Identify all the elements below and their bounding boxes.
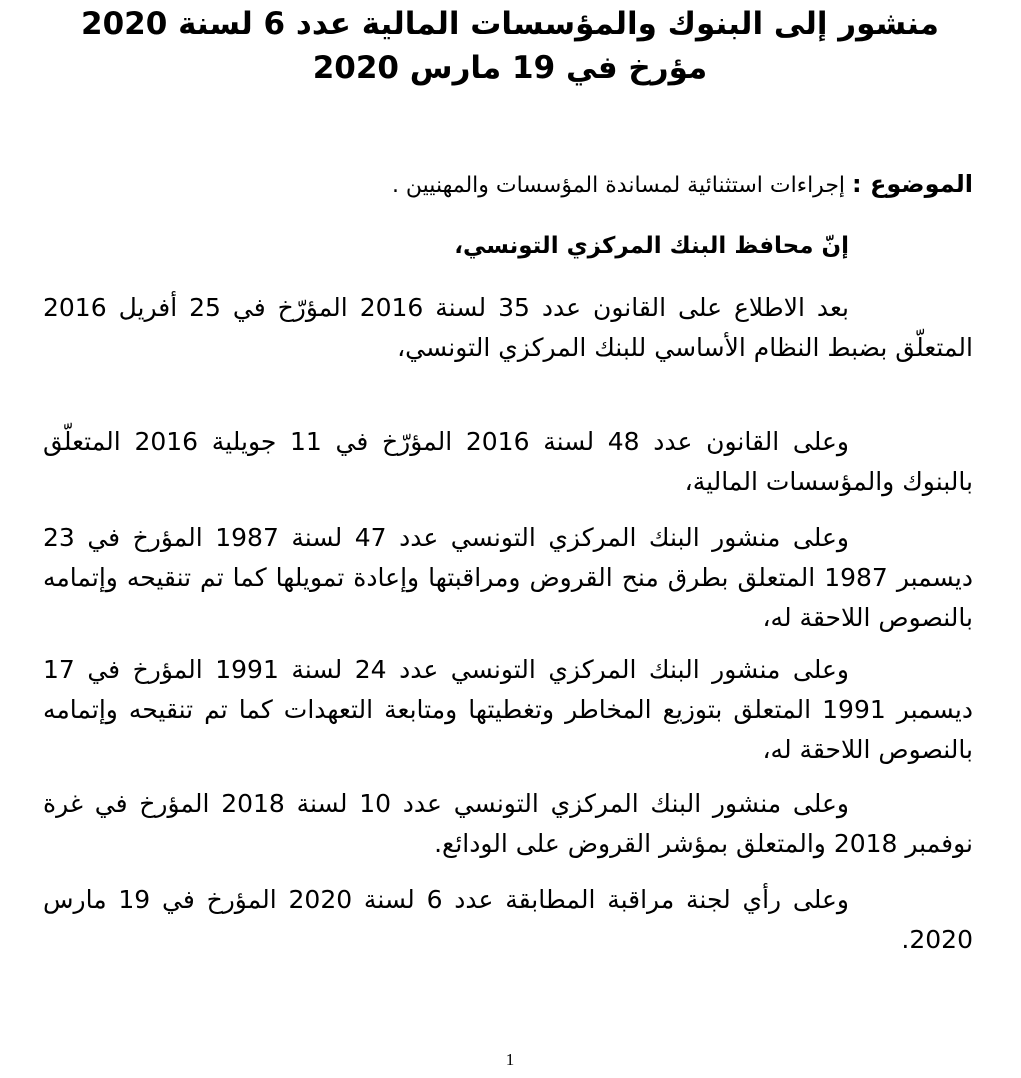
paragraph-circular-24-1991: وعلى منشور البنك المركزي التونسي عدد 24 لسنة 1991 المؤرخ في 17 ديسمبر 1991 المتعلق بتوزيع المخاطر وتغطيتها ومتابعة التعهدات كما تم تنقيحه وإتمامه بالنصوص اللاحقة له، (43, 655, 973, 764)
document-title-line-2: مؤرخ في 19 مارس 2020 (312, 50, 708, 86)
subject-line (43, 166, 973, 204)
governor-line: إنّ محافظ البنك المركزي التونسي، (454, 233, 849, 259)
paragraph-circular-47-1987: وعلى منشور البنك المركزي التونسي عدد 47 لسنة 1987 المؤرخ في 23 ديسمبر 1987 المتعلق بطرق منح القروض ومراقبتها وإعادة تمويلها كما تم تنقيحه وإتمامه بالنصوص اللاحقة له، (43, 523, 974, 632)
subject-text: إجراءات استثنائية لمساندة المؤسسات والمهنيين . (391, 173, 853, 198)
paragraph-circular-10-2018: وعلى منشور البنك المركزي التونسي عدد 10 لسنة 2018 المؤرخ في غرة نوفمبر 2018 والمتعلق بمؤشر القروض على الودائع. (43, 789, 973, 858)
page-number: 1 (505, 1050, 515, 1069)
paragraph-committee-opinion: وعلى رأي لجنة مراقبة المطابقة عدد 6 لسنة 2020 المؤرخ في 19 مارس 2020. (43, 885, 973, 954)
paragraph-law-48-2016: وعلى القانون عدد 48 لسنة 2016 المؤرّخ في 11 جويلية 2016 المتعلّق بالبنوك والمؤسسات المالية، (43, 427, 973, 496)
document-title-line-1: منشور إلى البنوك والمؤسسات المالية عدد 6 لسنة 2020 (81, 6, 939, 42)
subject-label: الموضوع : (852, 170, 973, 198)
paragraph-law-35-2016: بعد الاطلاع على القانون عدد 35 لسنة 2016 المؤرّخ في 25 أفريل 2016 المتعلّق بضبط النظام الأساسي للبنك المركزي التونسي، (43, 293, 973, 362)
